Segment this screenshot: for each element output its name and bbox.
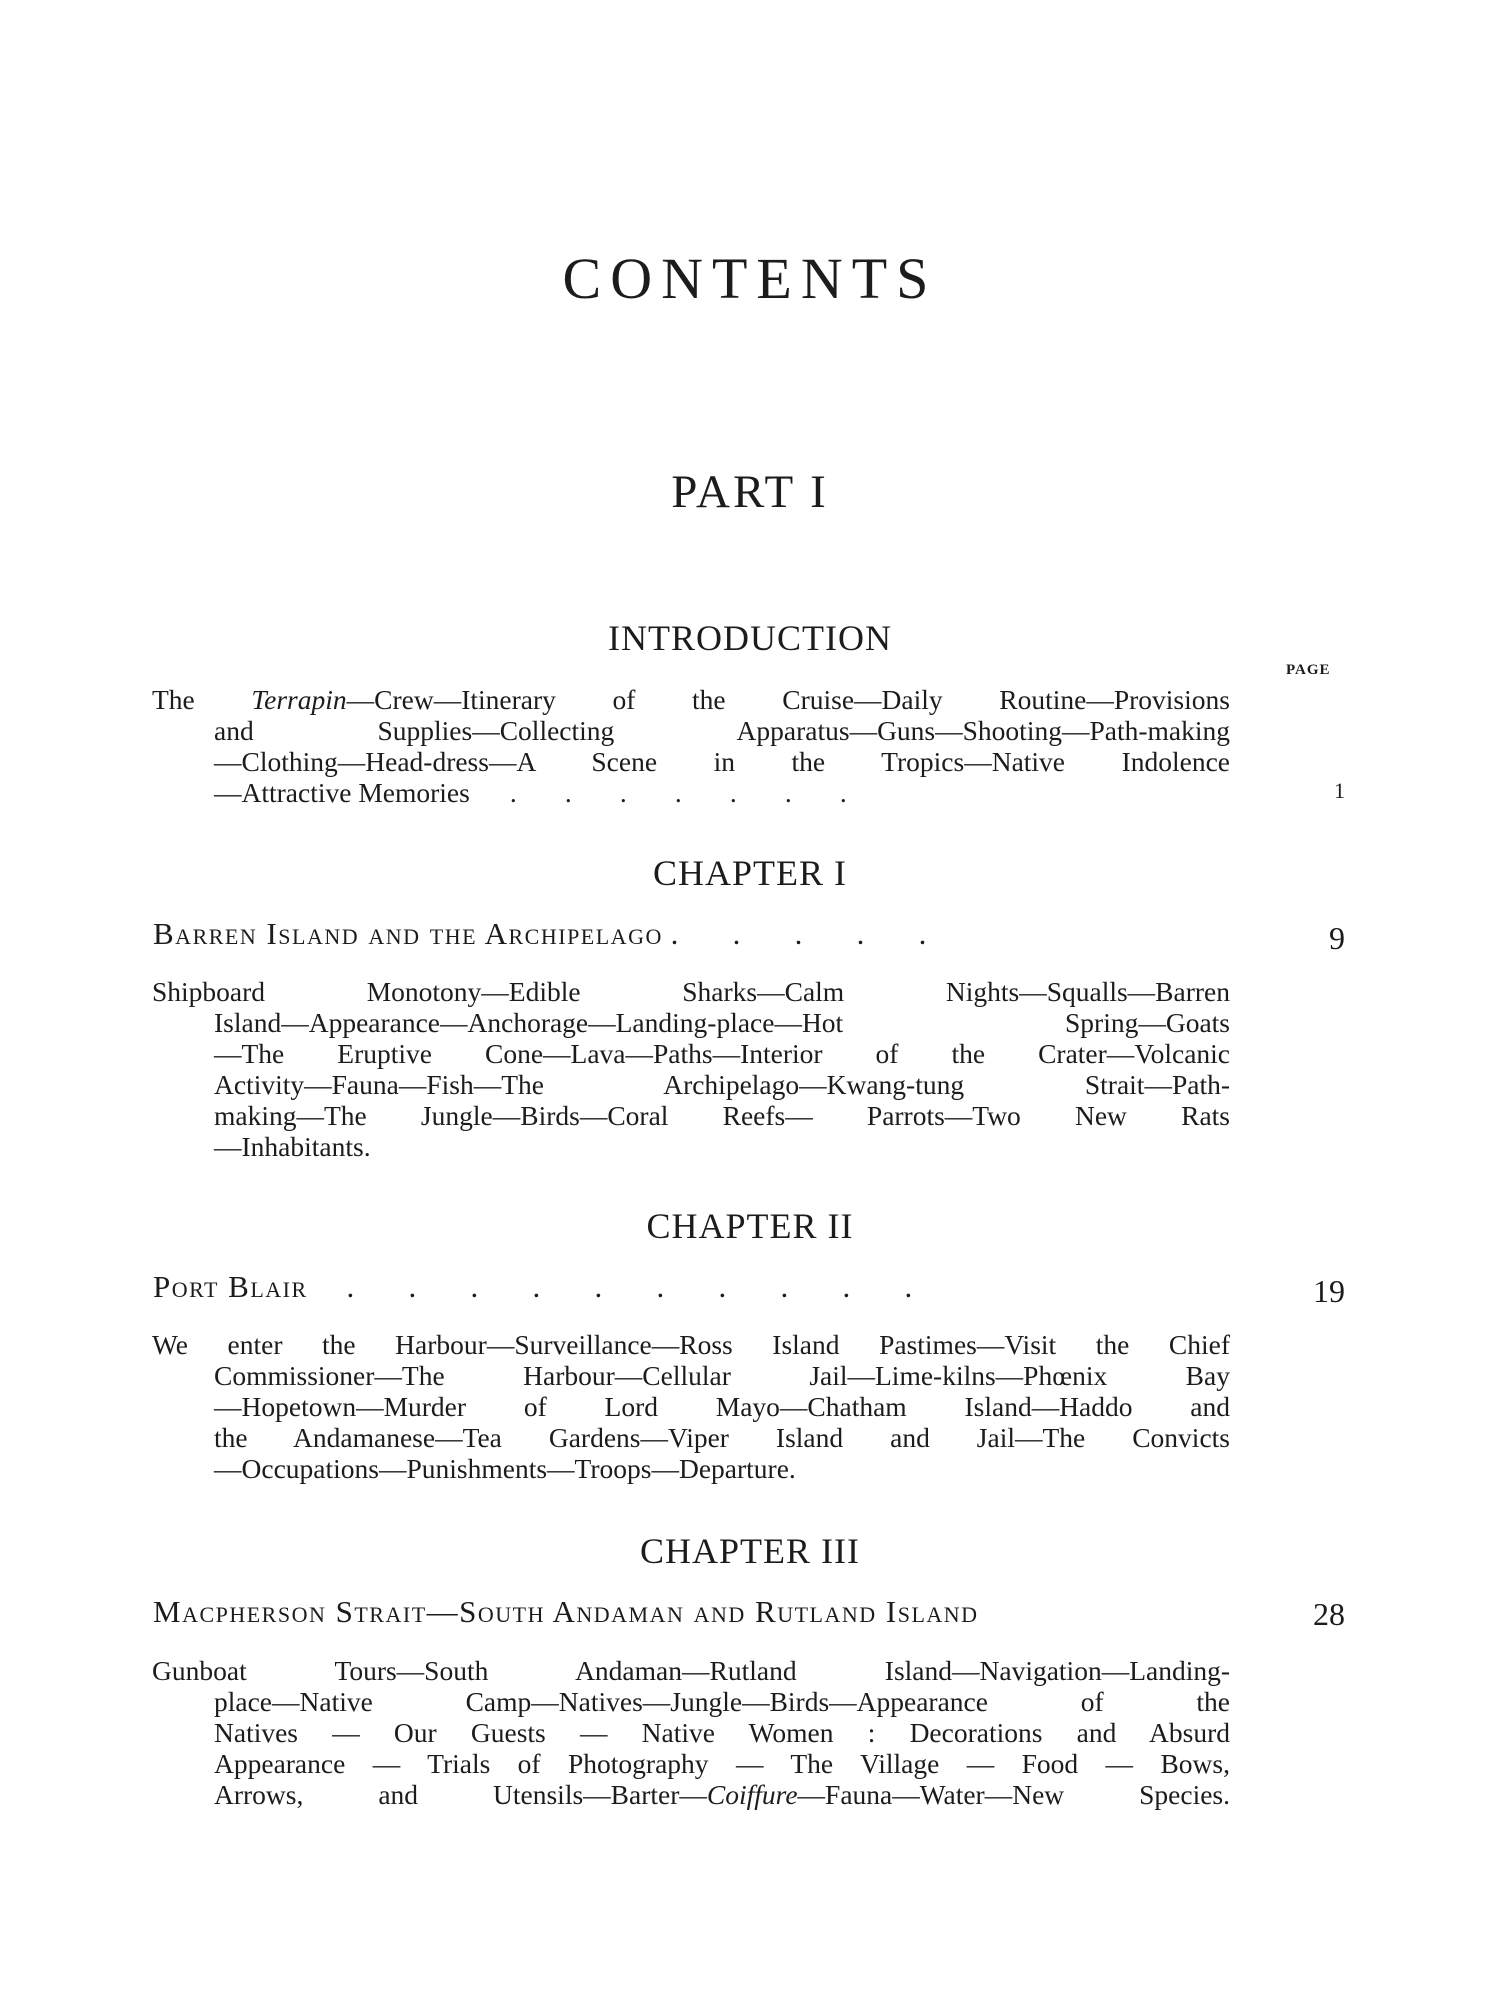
summary-line-text: —Attractive Memories	[214, 777, 470, 808]
summary-line: Arrows, and Utensils—Barter—Coiffure—Fauna—Water—New Species.	[214, 1779, 1230, 1810]
summary-line: making—The Jungle—Birds—Coral Reefs— Parrots—Two New Rats	[214, 1100, 1230, 1131]
chapter-title: Barren Island and the Archipelago	[153, 916, 663, 951]
summary-line: the Andamanese—Tea Gardens—Viper Island and Jail—The Convicts	[214, 1422, 1230, 1453]
chapter-summary	[152, 1329, 1230, 1484]
introduction-heading: INTRODUCTION	[608, 618, 892, 658]
chapter-title-entry	[153, 1269, 1230, 1305]
chapter-title: Port Blair	[153, 1269, 308, 1304]
summary-line: and Supplies—Collecting Apparatus—Guns—Shooting—Path-making	[214, 715, 1230, 746]
summary-line: Natives — Our Guests — Native Women : Decorations and Absurd	[214, 1717, 1230, 1748]
chapter-heading: CHAPTER II	[646, 1206, 854, 1246]
leader-dots: . . . . .	[662, 916, 927, 951]
summary-line: Gunboat Tours—South Andaman—Rutland Island—Navigation—Landing-	[152, 1655, 1230, 1686]
chapter-title: Macpherson Strait—South Andaman and Rutland Island	[153, 1594, 979, 1629]
chapter-title-entry	[153, 1594, 1243, 1630]
summary-line	[214, 777, 1230, 808]
contents-title: CONTENTS	[562, 246, 938, 311]
summary-line: Island—Appearance—Anchorage—Landing-place—Hot Spring—Goats	[214, 1007, 1230, 1038]
summary-line: Appearance — Trials of Photography — The Village — Food — Bows,	[214, 1748, 1230, 1779]
summary-line: Activity—Fauna—Fish—The Archipelago—Kwang-tung Strait—Path-	[214, 1069, 1230, 1100]
summary-line: —Clothing—Head-dress—A Scene in the Tropics—Native Indolence	[214, 746, 1230, 777]
summary-line: —The Eruptive Cone—Lava—Paths—Interior of the Crater—Volcanic	[214, 1038, 1230, 1069]
summary-line: We enter the Harbour—Surveillance—Ross Island Pastimes—Visit the Chief	[152, 1329, 1230, 1360]
page-column-label: PAGE	[1286, 662, 1331, 678]
summary-line: place—Native Camp—Natives—Jungle—Birds—Appearance of the	[214, 1686, 1230, 1717]
introduction-summary	[152, 684, 1230, 808]
page-number: 1	[1334, 778, 1345, 803]
leader-dots: . . . . . . .	[509, 777, 847, 808]
chapter-heading: CHAPTER I	[652, 853, 847, 893]
leader-dots: . . . . . . . . . .	[307, 1269, 913, 1304]
summary-line: —Hopetown—Murder of Lord Mayo—Chatham Island—Haddo and	[214, 1391, 1230, 1422]
page-number: 9	[1329, 920, 1345, 956]
page-number: 19	[1313, 1273, 1345, 1309]
part-heading: PART I	[671, 466, 829, 518]
summary-line: The Terrapin—Crew—Itinerary of the Cruise—Daily Routine—Provisions	[152, 684, 1230, 715]
summary-line: Commissioner—The Harbour—Cellular Jail—Lime-kilns—Phœnix Bay	[214, 1360, 1230, 1391]
chapter-summary	[152, 976, 1230, 1162]
summary-line: —Inhabitants.	[214, 1131, 371, 1162]
summary-line: —Occupations—Punishments—Troops—Departure.	[214, 1453, 796, 1484]
page-number: 28	[1313, 1596, 1345, 1632]
chapter-title-entry	[153, 916, 1230, 952]
summary-line: Shipboard Monotony—Edible Sharks—Calm Nights—Squalls—Barren	[152, 976, 1230, 1007]
chapter-heading: CHAPTER III	[640, 1531, 860, 1571]
chapter-summary	[152, 1655, 1230, 1810]
